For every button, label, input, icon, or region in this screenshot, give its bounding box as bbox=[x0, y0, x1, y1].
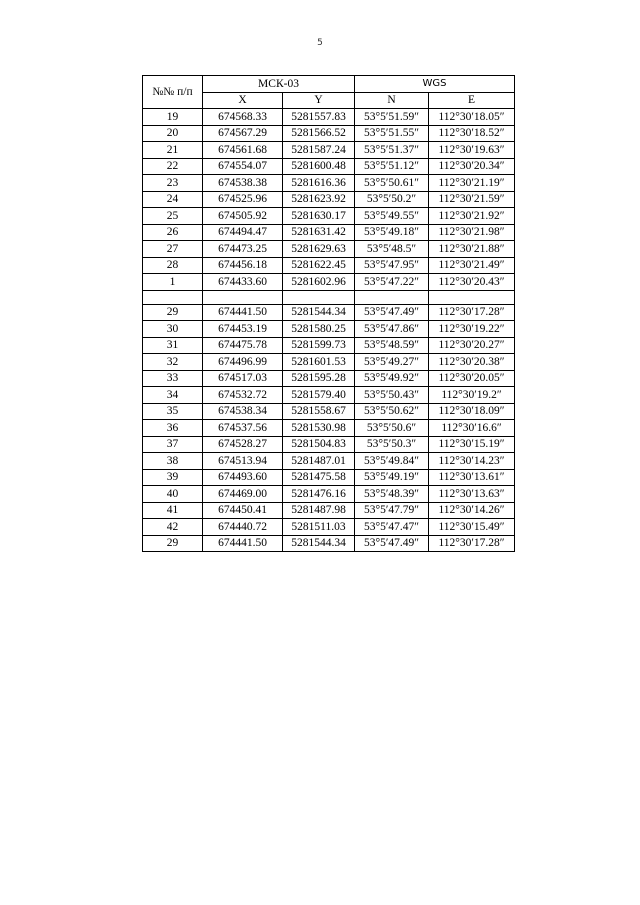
e-cell: 112°30′14.23″ bbox=[429, 453, 515, 470]
table-body-part1 bbox=[143, 109, 515, 291]
x-header: X bbox=[203, 92, 283, 109]
e-cell: 112°30′19.63″ bbox=[429, 142, 515, 159]
empty-cell bbox=[143, 290, 203, 304]
x-cell: 674496.99 bbox=[203, 354, 283, 371]
e-cell: 112°30′18.52″ bbox=[429, 125, 515, 142]
table-row bbox=[143, 321, 515, 338]
table-row bbox=[143, 502, 515, 519]
x-cell: 674517.03 bbox=[203, 370, 283, 387]
y-cell: 5281600.48 bbox=[283, 158, 355, 175]
table-row bbox=[143, 224, 515, 241]
table-row bbox=[143, 158, 515, 175]
n-cell: 53°5′47.95″ bbox=[355, 257, 429, 274]
y-cell: 5281475.58 bbox=[283, 469, 355, 486]
y-header: Y bbox=[283, 92, 355, 109]
x-cell: 674513.94 bbox=[203, 453, 283, 470]
point-number-cell: 39 bbox=[143, 469, 203, 486]
e-cell: 112°30′21.59″ bbox=[429, 191, 515, 208]
e-cell: 112°30′21.98″ bbox=[429, 224, 515, 241]
table-row bbox=[143, 486, 515, 503]
e-cell: 112°30′19.2″ bbox=[429, 387, 515, 404]
x-cell: 674538.34 bbox=[203, 403, 283, 420]
e-cell: 112°30′21.92″ bbox=[429, 208, 515, 225]
n-cell: 53°5′49.55″ bbox=[355, 208, 429, 225]
point-number-cell: 42 bbox=[143, 519, 203, 536]
e-cell: 112°30′18.05″ bbox=[429, 109, 515, 126]
y-cell: 5281622.45 bbox=[283, 257, 355, 274]
table-row bbox=[143, 436, 515, 453]
n-cell: 53°5′48.39″ bbox=[355, 486, 429, 503]
e-cell: 112°30′21.19″ bbox=[429, 175, 515, 192]
point-number-cell: 25 bbox=[143, 208, 203, 225]
y-cell: 5281630.17 bbox=[283, 208, 355, 225]
point-number-cell: 22 bbox=[143, 158, 203, 175]
x-cell: 674441.50 bbox=[203, 304, 283, 321]
e-cell: 112°30′17.28″ bbox=[429, 535, 515, 552]
point-number-cell: 28 bbox=[143, 257, 203, 274]
y-cell: 5281487.01 bbox=[283, 453, 355, 470]
point-number-cell: 21 bbox=[143, 142, 203, 159]
y-cell: 5281629.63 bbox=[283, 241, 355, 258]
point-number-cell: 37 bbox=[143, 436, 203, 453]
e-cell: 112°30′15.19″ bbox=[429, 436, 515, 453]
x-cell: 674433.60 bbox=[203, 274, 283, 291]
y-cell: 5281587.24 bbox=[283, 142, 355, 159]
msk03-header: МСК-03 bbox=[203, 76, 355, 93]
y-cell: 5281557.83 bbox=[283, 109, 355, 126]
n-cell: 53°5′50.3″ bbox=[355, 436, 429, 453]
point-number-header: №№ п/п bbox=[143, 76, 203, 109]
table-row bbox=[143, 453, 515, 470]
n-cell: 53°5′50.2″ bbox=[355, 191, 429, 208]
point-number-cell: 30 bbox=[143, 321, 203, 338]
point-number-cell: 35 bbox=[143, 403, 203, 420]
y-cell: 5281631.42 bbox=[283, 224, 355, 241]
n-header: N bbox=[355, 92, 429, 109]
point-number-cell: 19 bbox=[143, 109, 203, 126]
x-cell: 674453.19 bbox=[203, 321, 283, 338]
point-number-cell: 20 bbox=[143, 125, 203, 142]
e-cell: 112°30′13.61″ bbox=[429, 469, 515, 486]
wgs-header: WGS bbox=[355, 76, 515, 93]
y-cell: 5281623.92 bbox=[283, 191, 355, 208]
table-row bbox=[143, 257, 515, 274]
n-cell: 53°5′47.22″ bbox=[355, 274, 429, 291]
empty-cell bbox=[355, 290, 429, 304]
y-cell: 5281487.98 bbox=[283, 502, 355, 519]
page-number: 5 bbox=[317, 38, 323, 48]
n-cell: 53°5′49.27″ bbox=[355, 354, 429, 371]
e-cell: 112°30′20.05″ bbox=[429, 370, 515, 387]
point-number-cell: 26 bbox=[143, 224, 203, 241]
y-cell: 5281476.16 bbox=[283, 486, 355, 503]
n-cell: 53°5′49.18″ bbox=[355, 224, 429, 241]
x-cell: 674567.29 bbox=[203, 125, 283, 142]
n-cell: 53°5′47.49″ bbox=[355, 535, 429, 552]
e-cell: 112°30′16.6″ bbox=[429, 420, 515, 437]
separator-row bbox=[143, 290, 515, 304]
e-cell: 112°30′20.27″ bbox=[429, 337, 515, 354]
n-cell: 53°5′50.61″ bbox=[355, 175, 429, 192]
point-number-cell: 23 bbox=[143, 175, 203, 192]
y-cell: 5281601.53 bbox=[283, 354, 355, 371]
table-row bbox=[143, 403, 515, 420]
n-cell: 53°5′49.19″ bbox=[355, 469, 429, 486]
n-cell: 53°5′51.55″ bbox=[355, 125, 429, 142]
x-cell: 674494.47 bbox=[203, 224, 283, 241]
table-row bbox=[143, 142, 515, 159]
n-cell: 53°5′49.92″ bbox=[355, 370, 429, 387]
y-cell: 5281580.25 bbox=[283, 321, 355, 338]
n-cell: 53°5′47.79″ bbox=[355, 502, 429, 519]
e-cell: 112°30′20.34″ bbox=[429, 158, 515, 175]
n-cell: 53°5′51.37″ bbox=[355, 142, 429, 159]
y-cell: 5281504.83 bbox=[283, 436, 355, 453]
table-row bbox=[143, 337, 515, 354]
e-cell: 112°30′20.38″ bbox=[429, 354, 515, 371]
y-cell: 5281544.34 bbox=[283, 304, 355, 321]
e-cell: 112°30′14.26″ bbox=[429, 502, 515, 519]
table-row bbox=[143, 125, 515, 142]
point-number-cell: 24 bbox=[143, 191, 203, 208]
table-row bbox=[143, 208, 515, 225]
table-row bbox=[143, 191, 515, 208]
y-cell: 5281616.36 bbox=[283, 175, 355, 192]
e-cell: 112°30′18.09″ bbox=[429, 403, 515, 420]
point-number-cell: 34 bbox=[143, 387, 203, 404]
point-number-cell: 36 bbox=[143, 420, 203, 437]
table-row bbox=[143, 420, 515, 437]
x-cell: 674469.00 bbox=[203, 486, 283, 503]
x-cell: 674456.18 bbox=[203, 257, 283, 274]
point-number-cell: 29 bbox=[143, 535, 203, 552]
table-separator bbox=[143, 290, 515, 304]
x-cell: 674532.72 bbox=[203, 387, 283, 404]
point-number-cell: 40 bbox=[143, 486, 203, 503]
e-cell: 112°30′17.28″ bbox=[429, 304, 515, 321]
x-cell: 674528.27 bbox=[203, 436, 283, 453]
y-cell: 5281599.73 bbox=[283, 337, 355, 354]
table-row bbox=[143, 370, 515, 387]
x-cell: 674538.38 bbox=[203, 175, 283, 192]
n-cell: 53°5′47.49″ bbox=[355, 304, 429, 321]
x-cell: 674505.92 bbox=[203, 208, 283, 225]
table-body-part2 bbox=[143, 304, 515, 552]
y-cell: 5281579.40 bbox=[283, 387, 355, 404]
n-cell: 53°5′51.12″ bbox=[355, 158, 429, 175]
x-cell: 674554.07 bbox=[203, 158, 283, 175]
point-number-cell: 31 bbox=[143, 337, 203, 354]
point-number-cell: 33 bbox=[143, 370, 203, 387]
table-row bbox=[143, 469, 515, 486]
table-row bbox=[143, 274, 515, 291]
x-cell: 674450.41 bbox=[203, 502, 283, 519]
empty-cell bbox=[429, 290, 515, 304]
y-cell: 5281511.03 bbox=[283, 519, 355, 536]
n-cell: 53°5′50.6″ bbox=[355, 420, 429, 437]
y-cell: 5281595.28 bbox=[283, 370, 355, 387]
point-number-cell: 38 bbox=[143, 453, 203, 470]
x-cell: 674525.96 bbox=[203, 191, 283, 208]
e-header: E bbox=[429, 92, 515, 109]
table-row bbox=[143, 241, 515, 258]
y-cell: 5281602.96 bbox=[283, 274, 355, 291]
point-number-cell: 1 bbox=[143, 274, 203, 291]
n-cell: 53°5′47.86″ bbox=[355, 321, 429, 338]
y-cell: 5281558.67 bbox=[283, 403, 355, 420]
n-cell: 53°5′48.5″ bbox=[355, 241, 429, 258]
point-number-cell: 27 bbox=[143, 241, 203, 258]
x-cell: 674493.60 bbox=[203, 469, 283, 486]
n-cell: 53°5′49.84″ bbox=[355, 453, 429, 470]
x-cell: 674441.50 bbox=[203, 535, 283, 552]
empty-cell bbox=[283, 290, 355, 304]
e-cell: 112°30′19.22″ bbox=[429, 321, 515, 338]
table-header bbox=[143, 76, 515, 109]
n-cell: 53°5′50.62″ bbox=[355, 403, 429, 420]
y-cell: 5281530.98 bbox=[283, 420, 355, 437]
x-cell: 674475.78 bbox=[203, 337, 283, 354]
x-cell: 674568.33 bbox=[203, 109, 283, 126]
x-cell: 674440.72 bbox=[203, 519, 283, 536]
e-cell: 112°30′20.43″ bbox=[429, 274, 515, 291]
x-cell: 674537.56 bbox=[203, 420, 283, 437]
table-row bbox=[143, 109, 515, 126]
table-row bbox=[143, 535, 515, 552]
point-number-cell: 41 bbox=[143, 502, 203, 519]
x-cell: 674473.25 bbox=[203, 241, 283, 258]
x-cell: 674561.68 bbox=[203, 142, 283, 159]
table-row bbox=[143, 175, 515, 192]
n-cell: 53°5′51.59″ bbox=[355, 109, 429, 126]
coordinates-table bbox=[142, 75, 515, 552]
table-row bbox=[143, 304, 515, 321]
e-cell: 112°30′15.49″ bbox=[429, 519, 515, 536]
y-cell: 5281544.34 bbox=[283, 535, 355, 552]
n-cell: 53°5′48.59″ bbox=[355, 337, 429, 354]
table-row bbox=[143, 519, 515, 536]
e-cell: 112°30′21.88″ bbox=[429, 241, 515, 258]
e-cell: 112°30′13.63″ bbox=[429, 486, 515, 503]
table-row bbox=[143, 354, 515, 371]
table-row bbox=[143, 387, 515, 404]
point-number-cell: 29 bbox=[143, 304, 203, 321]
empty-cell bbox=[203, 290, 283, 304]
n-cell: 53°5′50.43″ bbox=[355, 387, 429, 404]
e-cell: 112°30′21.49″ bbox=[429, 257, 515, 274]
point-number-cell: 32 bbox=[143, 354, 203, 371]
y-cell: 5281566.52 bbox=[283, 125, 355, 142]
n-cell: 53°5′47.47″ bbox=[355, 519, 429, 536]
